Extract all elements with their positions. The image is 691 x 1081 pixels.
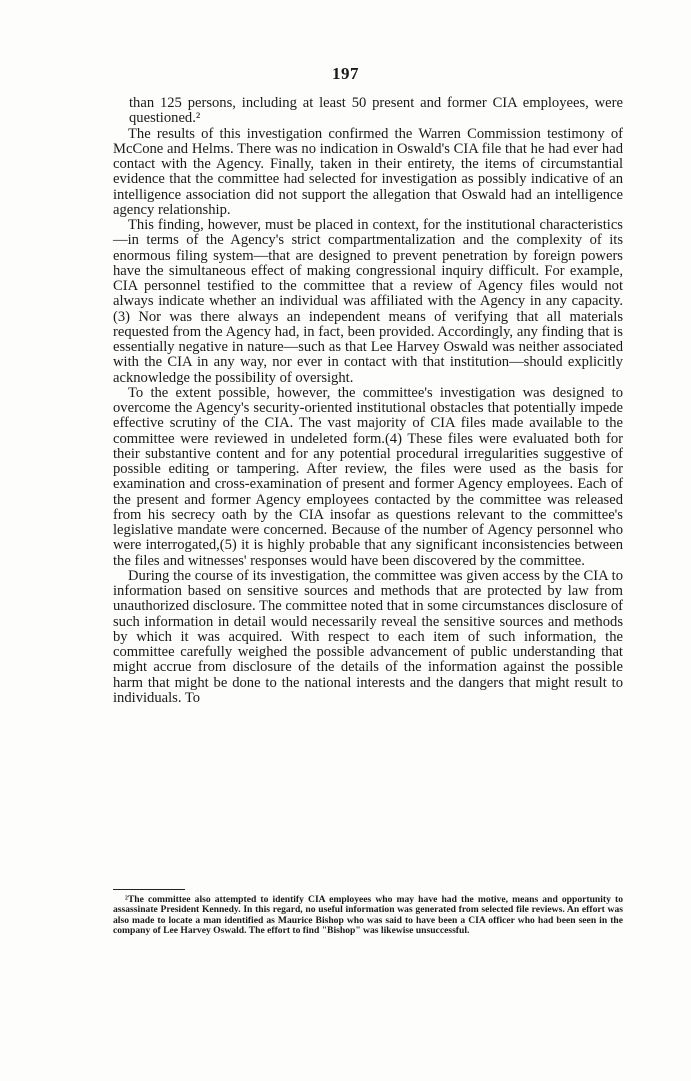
footnote: ²The committee also attempted to identify CIA employees who may have had the motive, means and opportunity to assassinate President Kennedy. In this regard, no useful information was generated from selected file reviews. An effort was also made to locate a man identified as Maurice Bishop who was said to have been a CIA officer who had been seen in the company of Lee Harvey Oswald. The effort to find "Bishop" was likewise unsuccessful. — [113, 894, 623, 937]
body-text — [113, 96, 623, 706]
footnote-divider — [113, 889, 185, 890]
paragraph: than 125 persons, including at least 50 present and former CIA employees, were questioned.² — [129, 95, 623, 127]
paragraph: The results of this investigation confirmed the Warren Commission testimony of McCone and Helms. There was no indication in Oswald's CIA file that he had ever had contact with the Agency. Finally, taken in their entirety, the items of circumstantial evidence that the committee had selected for investigation as possibly indicative of an intelligence association did not support the allegation that Oswald had an intelligence agency relationship. — [113, 125, 623, 218]
paragraph: To the extent possible, however, the committee's investigation was designed to overcome the Agency's security-oriented institutional obstacles that potentially impede effective scrutiny of the CIA. The vast majority of CIA files made available to the committee were reviewed in undeleted form.(4) These files were evaluated both for their substantive content and for any potential procedural irregularities suggestive of possible editing or tampering. After review, the files were used as the basis for examination and cross-examination of present and former Agency employees. Each of the present and former Agency employees contacted by the committee was released from his secrecy oath by the CIA insofar as questions relevant to the committee's legislative mandate were concerned. Because of the number of Agency personnel who were interrogated,(5) it is highly probable that any significant inconsistencies between the files and witnesses' responses would have been discovered by the committee. — [113, 384, 623, 569]
paragraph: This finding, however, must be placed in context, for the institutional characteristics—in terms of the Agency's strict compartmentalization and the complexity of its enormous filing system—that are designed to prevent penetration by foreign powers have the simultaneous effect of making congressional inquiry difficult. For example, CIA personnel testified to the committee that a review of Agency files would not always indicate whether an individual was affiliated with the Agency in any capacity.(3) Nor was there always an independent means of verifying that all materials requested from the Agency had, in fact, been provided. Accordingly, any finding that is essentially negative in nature—such as that Lee Harvey Oswald was neither associated with the CIA in any way, nor ever in contact with that institution—should explicitly acknowledge the possibility of oversight. — [113, 217, 623, 386]
paragraph: During the course of its investigation, the committee was given access by the CIA to information based on sensitive sources and methods that are protected by law from unauthorized disclosure. The committee noted that in some circumstances disclosure of such information in detail would necessarily reveal the sensitive sources and methods by which it was acquired. With respect to each item of such information, the committee carefully weighed the possible advancement of public understanding that might accrue from disclosure of the details of the information against the possible harm that might be done to the national interests and the dangers that might result to individuals. To — [113, 567, 623, 706]
page-number: 197 — [332, 64, 359, 83]
